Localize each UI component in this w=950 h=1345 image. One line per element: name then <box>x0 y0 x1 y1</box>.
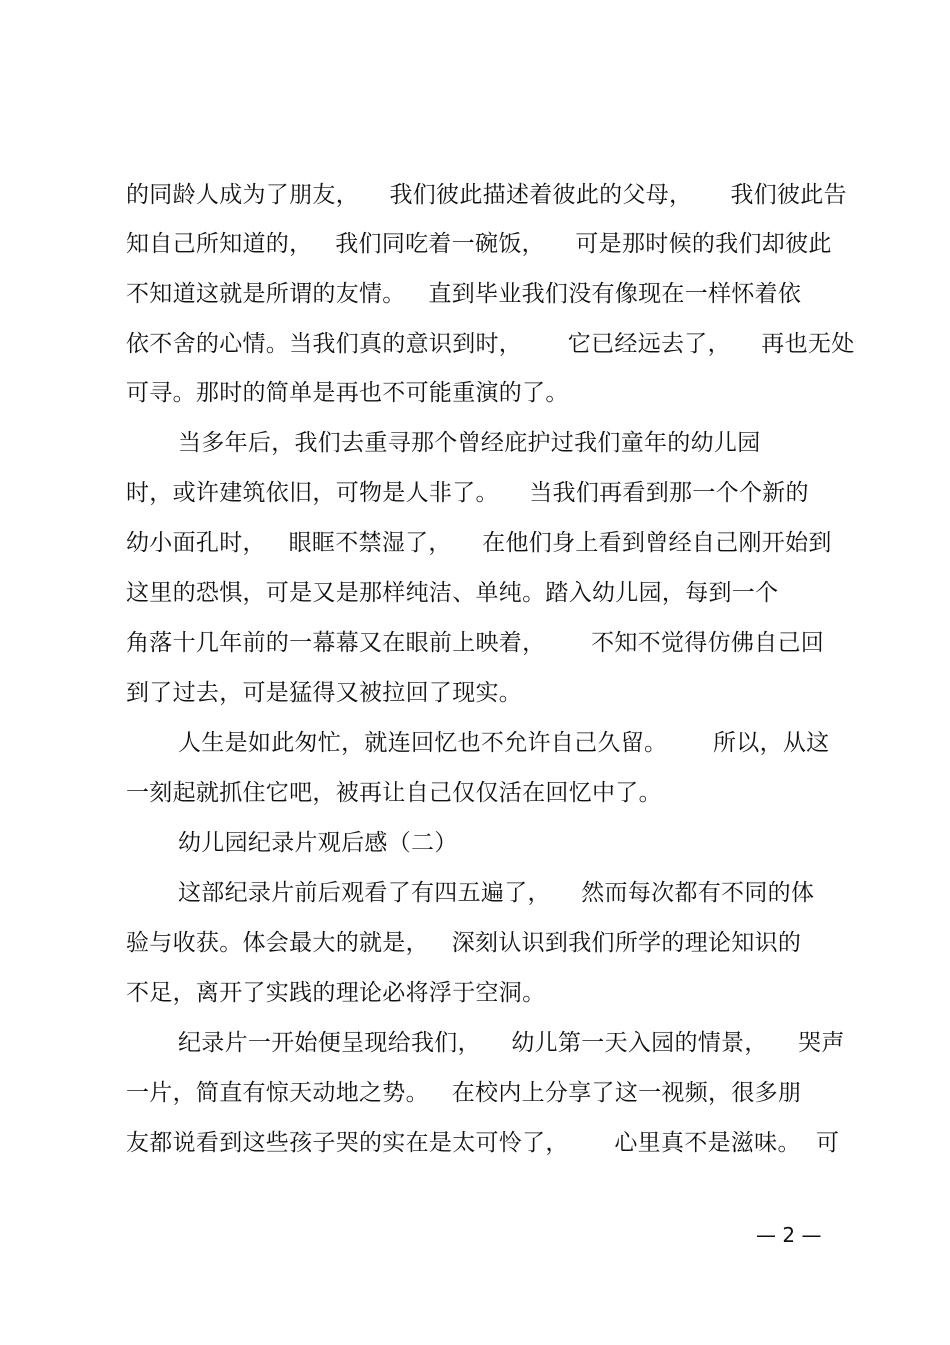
text-line: 的同龄人成为了朋友， 我们彼此描述着彼此的父母， 我们彼此告 <box>126 182 847 208</box>
text-line: 这里的恐惧，可是又是那样纯洁、单纯。踏入幼儿园，每到一个 <box>126 580 779 606</box>
paragraph-start-line: 人生是如此匆忙，就连回忆也不允许自己久留。 所以，从这 <box>178 730 830 756</box>
paragraph-start-line: 纪录片一开始便呈现给我们， 幼儿第一天入园的情景， 哭声 <box>178 1030 845 1056</box>
text-line: 角落十几年前的一幕幕又在眼前上映着， 不知不觉得仿佛自己回 <box>126 630 825 656</box>
text-line: 依不舍的心情。当我们真的意识到时， 它已经远去了， 再也无处 <box>126 331 855 357</box>
text-line: 一片，简直有惊天动地之势。 在校内上分享了这一视频，很多朋 <box>126 1080 802 1106</box>
text-line: 到了过去，可是猛得又被拉回了现实。 <box>126 680 523 706</box>
text-line: 不足，离开了实践的理论必将浮于空洞。 <box>126 980 546 1006</box>
page-number: — 2 — <box>756 1223 822 1247</box>
section-heading: 幼儿园纪录片观后感（二） <box>178 830 458 856</box>
text-line: 验与收获。体会最大的就是， 深刻认识到我们所学的理论知识的 <box>126 930 802 956</box>
text-line: 知自己所知道的， 我们同吃着一碗饭， 可是那时候的我们却彼此 <box>126 231 832 257</box>
text-line: 幼小面孔时， 眼眶不禁湿了， 在他们身上看到曾经自己刚开始到 <box>126 530 832 556</box>
text-line: 友都说看到这些孩子哭的实在是太可怜了， 心里真不是滋味。 可 <box>126 1130 840 1156</box>
text-line: 时，或许建筑依旧，可物是人非了。 当我们再看到那一个个新的 <box>126 480 809 506</box>
paragraph-start-line: 这部纪录片前后观看了有四五遍了， 然而每次都有不同的体 <box>178 880 815 906</box>
text-line: 一刻起就抓住它吧，被再让自己仅仅活在回忆中了。 <box>126 780 662 806</box>
text-line: 不知道这就是所谓的友情。 直到毕业我们没有像现在一样怀着依 <box>126 281 802 307</box>
text-line: 可寻。那时的简单是再也不可能重演的了。 <box>126 380 569 406</box>
paragraph-start-line: 当多年后，我们去重寻那个曾经庇护过我们童年的幼儿园 <box>178 430 761 456</box>
